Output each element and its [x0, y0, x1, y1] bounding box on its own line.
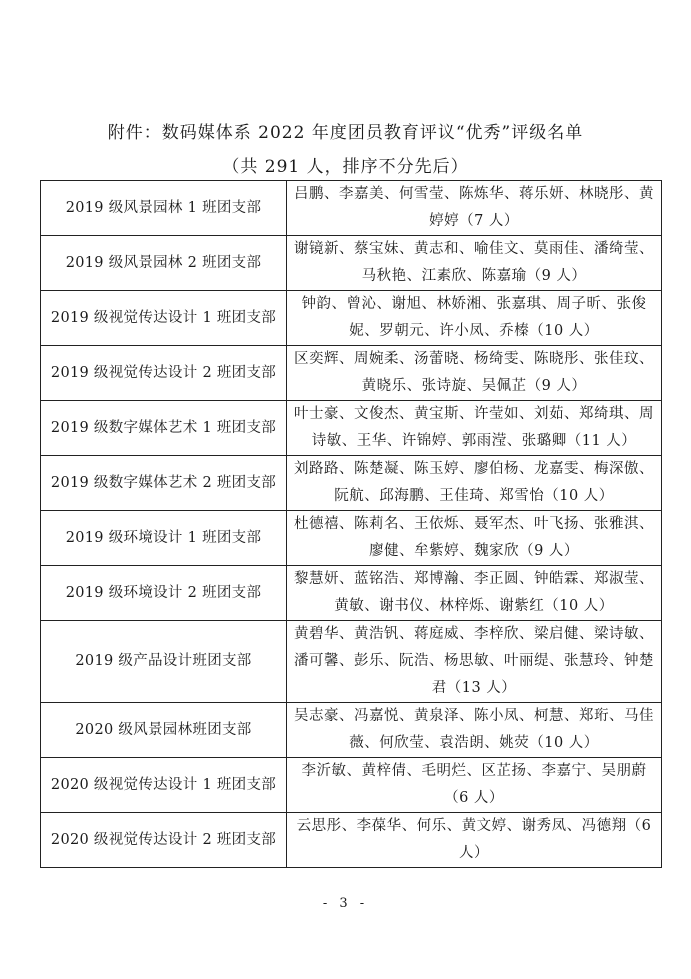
table-row — [41, 236, 662, 291]
honor-roll-table — [40, 180, 662, 868]
branch-name-cell: 2020 级视觉传达设计 1 班团支部 — [41, 758, 287, 813]
branch-name-cell: 2019 级风景园林 1 班团支部 — [41, 181, 287, 236]
table-row — [41, 703, 662, 758]
table-row — [41, 511, 662, 566]
table-row — [41, 621, 662, 703]
member-list-cell: 黎慧妍、蓝铭浩、郑博瀚、李正圆、钟皓霖、郑淑莹、黄敏、谢书仪、林梓烁、谢紫红（10 人） — [287, 566, 662, 621]
table-row — [41, 346, 662, 401]
page-number: - 3 - — [322, 896, 369, 911]
member-list-cell: 叶士豪、文俊杰、黄宝斯、许莹如、刘茹、郑绮琪、周诗敏、王华、许锦婷、郭雨滢、张璐卿（11 人） — [287, 401, 662, 456]
member-list-cell: 黄碧华、黄浩钒、蒋庭威、李梓欣、梁启健、梁诗敏、潘可馨、彭乐、阮浩、杨思敏、叶丽缇、张慧玲、钟楚君（13 人） — [287, 621, 662, 703]
member-list-cell: 谢镜新、蔡宝妹、黄志和、喻佳文、莫雨佳、潘绮莹、马秋艳、江素欣、陈嘉瑜（9 人） — [287, 236, 662, 291]
member-list-cell: 吴志豪、冯嘉悦、黄泉泽、陈小凤、柯慧、郑珩、马佳薇、何欣莹、袁浩朗、姚荧（10 人） — [287, 703, 662, 758]
table-row — [41, 758, 662, 813]
member-list-cell: 区奕辉、周婉柔、汤蕾晓、杨绮雯、陈晓彤、张佳玟、黄晓乐、张诗旋、吴佩芷（9 人） — [287, 346, 662, 401]
table-row — [41, 813, 662, 868]
branch-name-cell: 2019 级环境设计 2 班团支部 — [41, 566, 287, 621]
table-row — [41, 401, 662, 456]
branch-name-cell: 2019 级产品设计班团支部 — [41, 621, 287, 703]
branch-name-cell: 2020 级风景园林班团支部 — [41, 703, 287, 758]
table-row — [41, 566, 662, 621]
branch-name-cell: 2019 级视觉传达设计 2 班团支部 — [41, 346, 287, 401]
table-row — [41, 181, 662, 236]
table-row — [41, 291, 662, 346]
branch-name-cell: 2019 级数字媒体艺术 1 班团支部 — [41, 401, 287, 456]
branch-name-cell: 2019 级视觉传达设计 1 班团支部 — [41, 291, 287, 346]
document-title: 附件：数码媒体系 2022 年度团员教育评议“优秀”评级名单 — [107, 123, 584, 143]
branch-name-cell: 2019 级数字媒体艺术 2 班团支部 — [41, 456, 287, 511]
table-row — [41, 456, 662, 511]
member-list-cell: 吕鹏、李嘉美、何雪莹、陈炼华、蒋乐妍、林晓彤、黄婷婷（7 人） — [287, 181, 662, 236]
document-subtitle: （共 291 人，排序不分先后） — [222, 157, 469, 177]
member-list-cell: 杜德禧、陈莉名、王依烁、聂军杰、叶飞扬、张雅淇、廖健、牟紫婷、魏家欣（9 人） — [287, 511, 662, 566]
member-list-cell: 刘路路、陈楚凝、陈玉婷、廖伯杨、龙嘉雯、梅深傲、阮航、邱海鹏、王佳琦、郑雪怡（10 人） — [287, 456, 662, 511]
branch-name-cell: 2019 级环境设计 1 班团支部 — [41, 511, 287, 566]
branch-name-cell: 2020 级视觉传达设计 2 班团支部 — [41, 813, 287, 868]
member-list-cell: 钟韵、曾沁、谢旭、林娇湘、张嘉琪、周子昕、张俊妮、罗朝元、许小凤、乔榛（10 人） — [287, 291, 662, 346]
member-list-cell: 云思彤、李葆华、何乐、黄文婷、谢秀凤、冯德翔（6 人） — [287, 813, 662, 868]
branch-name-cell: 2019 级风景园林 2 班团支部 — [41, 236, 287, 291]
member-list-cell: 李沂敏、黄梓倩、毛明烂、区芷扬、李嘉宁、吴朋蔚（6 人） — [287, 758, 662, 813]
